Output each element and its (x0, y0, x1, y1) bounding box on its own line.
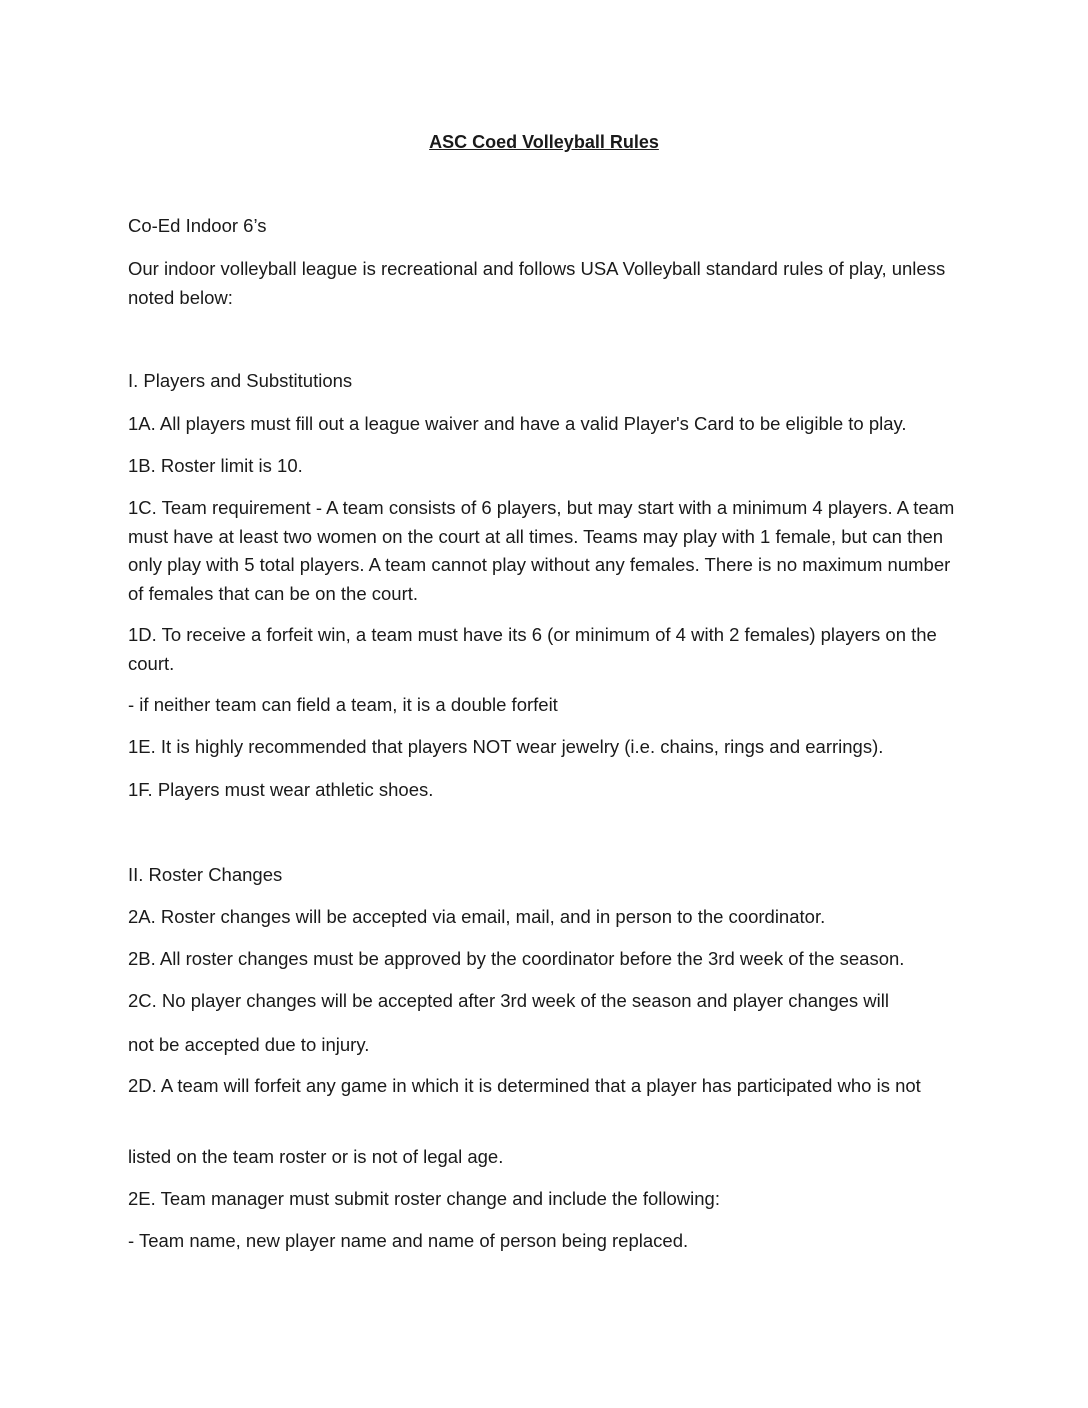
rule-2b: 2B. All roster changes must be approved by the coordinator before the 3rd week of the season. (128, 948, 905, 969)
rule-2e: 2E. Team manager must submit roster change and include the following: (128, 1188, 720, 1209)
league-subtitle: Co-Ed Indoor 6’s (128, 215, 267, 236)
rule-1d-note: - if neither team can field a team, it is a double forfeit (128, 694, 558, 715)
intro-paragraph: Our indoor volleyball league is recreational and follows USA Volleyball standard rules of play, unless noted below: (128, 258, 946, 308)
rule-2c-line2: not be accepted due to injury. (128, 1034, 370, 1055)
document-title: ASC Coed Volleyball Rules (429, 132, 659, 152)
rule-1f: 1F. Players must wear athletic shoes. (128, 779, 434, 800)
rule-1a: 1A. All players must fill out a league waiver and have a valid Player's Card to be eligible to play. (128, 413, 907, 434)
rule-2d-line2: listed on the team roster or is not of legal age. (128, 1146, 504, 1167)
rule-2a: 2A. Roster changes will be accepted via email, mail, and in person to the coordinator. (128, 906, 826, 927)
rule-2c-line1: 2C. No player changes will be accepted after 3rd week of the season and player changes will (128, 990, 889, 1011)
rule-1b: 1B. Roster limit is 10. (128, 455, 303, 476)
rule-1e: 1E. It is highly recommended that players NOT wear jewelry (i.e. chains, rings and earrings). (128, 736, 884, 757)
section-heading-players: I. Players and Substitutions (128, 370, 353, 391)
rule-2d-line1: 2D. A team will forfeit any game in which it is determined that a player has participated who is not (128, 1075, 921, 1096)
rule-1c: 1C. Team requirement - A team consists of 6 players, but may start with a minimum 4 players. A team must have at least two women on the court at all times. Teams may play with 1 female, but can then only play with 5 total players. A team cannot play without any females. There is no maximum number of females that can be on the court. (128, 497, 955, 604)
rule-2e-note: - Team name, new player name and name of person being replaced. (128, 1230, 689, 1251)
rule-1d: 1D. To receive a forfeit win, a team must have its 6 (or minimum of 4 with 2 females) players on the court. (128, 624, 937, 674)
section-heading-roster: II. Roster Changes (128, 864, 283, 885)
